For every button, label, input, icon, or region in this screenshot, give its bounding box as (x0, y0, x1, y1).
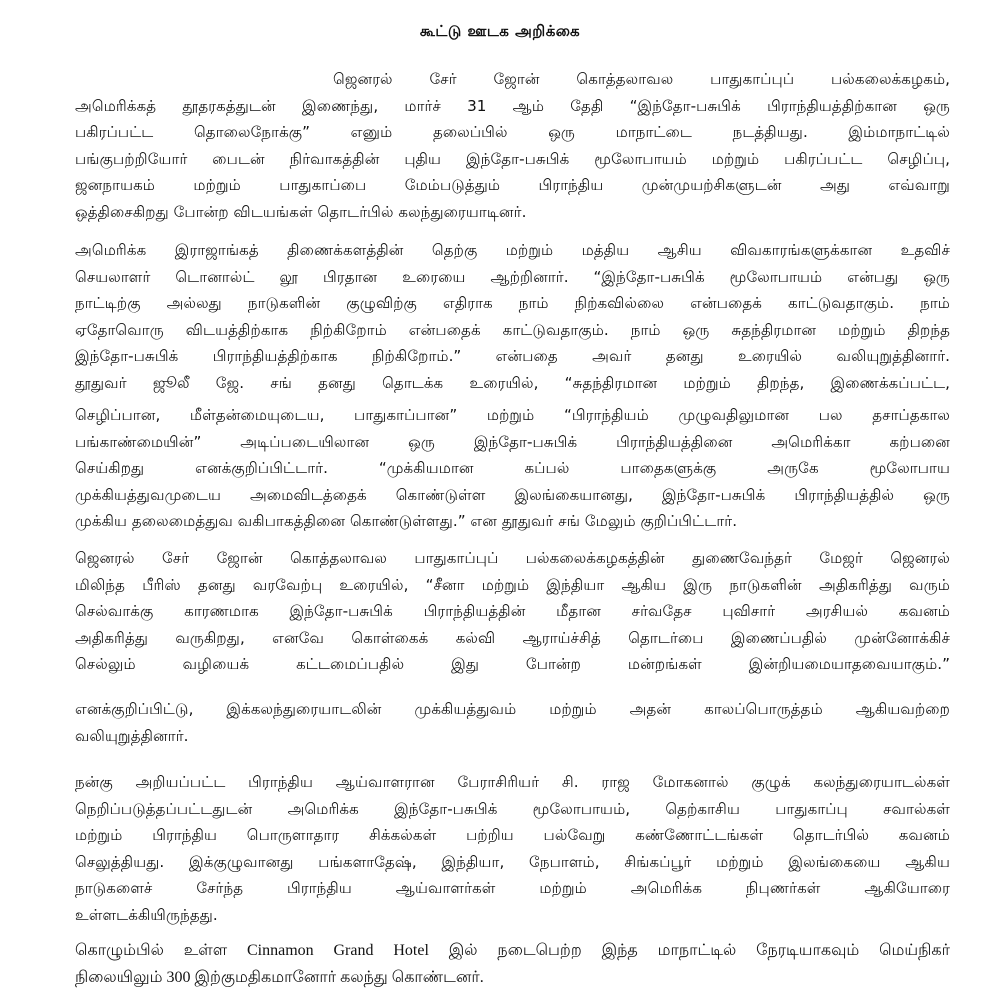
text-line: இந்தோ-பசுபிக் பிராந்தியத்திற்காக நிற்கிறோம்.” என்பதை அவர் தனது உரையில் வலியுறுத்தினார். (75, 347, 950, 365)
paragraph-5 (75, 769, 950, 928)
paragraph-2 (75, 237, 950, 535)
text-line: மற்றும் பிராந்திய பொருளாதார சிக்கல்கள் பற்றிய பல்வேறு கண்ணோட்டங்கள் தொடர்பில் கவனம் (75, 826, 950, 844)
paragraph-4 (75, 696, 950, 749)
text-line: செல்வாக்கு காரணமாக இந்தோ-பசுபிக் பிராந்தியத்தின் மீதான சர்வதேச புவிசார் அரசியல் கவனம் (75, 602, 950, 620)
text-line: பங்காண்மையின்” அடிப்படையிலான ஒரு இந்தோ-பசுபிக் பிராந்தியத்தினை அமெரிக்கா கற்பனை (75, 432, 950, 451)
text-line: ஜனநாயகம் மற்றும் பாதுகாப்பை மேம்படுத்தும் பிராந்திய முன்முயற்சிகளுடன் அது எவ்வாறு (75, 176, 950, 194)
text-line: நிலையிலும் 300 இற்குமதிகமானோர் கலந்து கொண்டனர். (75, 968, 484, 986)
text-line: நெறிப்படுத்தப்பட்டதுடன் அமெரிக்க இந்தோ-பசுபிக் மூலோபாயம், தெற்காசிய பாதுகாப்பு சவால்கள் (75, 799, 950, 818)
text-line: கொழும்பில் உள்ள Cinnamon Grand Hotel இல் நடைபெற்ற இந்த மாநாட்டில் நேரடியாகவும் மெய்நிகர் (75, 942, 950, 959)
text-line: ஜெனரல் சேர் ஜோன் கொத்தலாவல பாதுகாப்புப் பல்கலைக்கழகம், (333, 70, 950, 88)
paragraph-6 (75, 938, 950, 991)
text-line: செயலாளர் டொனால்ட் லூ பிரதான உரையை ஆற்றினார். “இந்தோ-பசுபிக் மூலோபாயம் என்பது ஒரு (75, 267, 950, 286)
text-line: எனக்குறிப்பிட்டு, இக்கலந்துரையாடலின் முக்கியத்துவம் மற்றும் அதன் காலப்பொருத்தம் ஆகியவற்றை (75, 700, 950, 718)
document-title: கூட்டு ஊடக அறிக்கை (419, 22, 581, 40)
text-line: அமெரிக்க இராஜாங்கத் திணைக்களத்தின் தெற்கு மற்றும் மத்திய ஆசிய விவகாரங்களுக்கான உதவிச் (75, 241, 950, 259)
paragraph-3 (75, 545, 950, 678)
text-line: அமெரிக்கத் தூதரகத்துடன் இணைந்து, மார்ச் 31 ஆம் தேதி “இந்தோ-பசுபிக் பிராந்தியத்திற்கான ஒரு (75, 96, 950, 115)
text-line: முக்கியத்துவமுடைய அமைவிடத்தைக் கொண்டுள்ள இலங்கையானது, இந்தோ-பசுபிக் பிராந்தியத்தில் ஒரு (75, 485, 950, 504)
text-line: தூதுவர் ஜூலீ ஜே. சங் தனது தொடக்க உரையில், “சுதந்திரமான மற்றும் திறந்த, இணைக்கப்பட்ட, (75, 373, 950, 392)
text-line: செலுத்தியது. இக்குழுவானது பங்களாதேஷ், இந்தியா, நேபாளம், சிங்கப்பூர் மற்றும் இலங்கையை ஆகிய (75, 852, 950, 871)
text-line: செல்லும் வழியைக் கட்டமைப்பதில் இது போன்ற மன்றங்கள் இன்றியமையாதவையாகும்.” (75, 655, 950, 673)
text-line: செய்கிறது எனக்குறிப்பிட்டார். “முக்கியமான கப்பல் பாதைகளுக்கு அருகே மூலோபாய (75, 459, 950, 477)
text-line: செழிப்பான, மீள்தன்மையுடைய, பாதுகாப்பான” மற்றும் “பிராந்தியம் முழுவதிலுமான பல தசாப்தகால (75, 406, 950, 424)
text-line: அதிகரித்து வருகிறது, எனவே கொள்கைக் கல்வி ஆராய்ச்சித் தொடர்பை இணைப்பதில் முன்னோக்கிச் (75, 628, 950, 647)
text-line: முக்கிய தலைமைத்துவ வகிபாகத்தினை கொண்டுள்ளது.” என தூதுவர் சங் மேலும் குறிப்பிட்டார். (75, 512, 738, 530)
text-line: மிலிந்த பீரிஸ் தனது வரவேற்பு உரையில், “சீனா மற்றும் இந்தியா ஆகிய இரு நாடுகளின் அதிகரித்து வரும் (75, 575, 950, 594)
text-line: பங்குபற்றியோர் பைடன் நிர்வாகத்தின் புதிய இந்தோ-பசுபிக் மூலோபாயம் மற்றும் பகிரப்பட்ட செழிப்பு, (75, 149, 950, 168)
text-line: ஜெனரல் சேர் ஜோன் கொத்தலாவல பாதுகாப்புப் பல்கலைக்கழகத்தின் துணைவேந்தர் மேஜர் ஜெனரல் (75, 549, 950, 567)
text-line: ஒத்திசைகிறது போன்ற விடயங்கள் தொடர்பில் கலந்துரையாடினர். (75, 202, 527, 221)
text-line: உள்ளடக்கியிருந்தது. (75, 905, 218, 924)
text-line: வலியுறுத்தினார். (75, 726, 189, 745)
paragraph-1 (75, 66, 950, 225)
text-line: நன்கு அறியப்பட்ட பிராந்திய ஆய்வாளரான பேராசிரியர் சி. ராஜ மோகனால் குழுக் கலந்துரையாடல்கள் (75, 773, 950, 791)
text-line: ஏதோவொரு விடயத்திற்காக நிற்கிறோம் என்பதைக் காட்டுவதாகும். நாம் ஒரு சுதந்திரமான மற்றும் திறந்த (75, 320, 950, 339)
text-line: நாட்டிற்கு அல்லது நாடுகளின் குழுவிற்கு எதிராக நாம் நிற்கவில்லை என்பதைக் காட்டுவதாகும். நாம் (75, 294, 950, 312)
text-line: நாடுகளைச் சேர்ந்த பிராந்திய ஆய்வாளர்கள் மற்றும் அமெரிக்க நிபுணர்கள் ஆகியோரை (75, 879, 950, 897)
text-line: பகிரப்பட்ட தொலைநோக்கு” எனும் தலைப்பில் ஒரு மாநாட்டை நடத்தியது. இம்மாநாட்டில் (75, 123, 950, 141)
